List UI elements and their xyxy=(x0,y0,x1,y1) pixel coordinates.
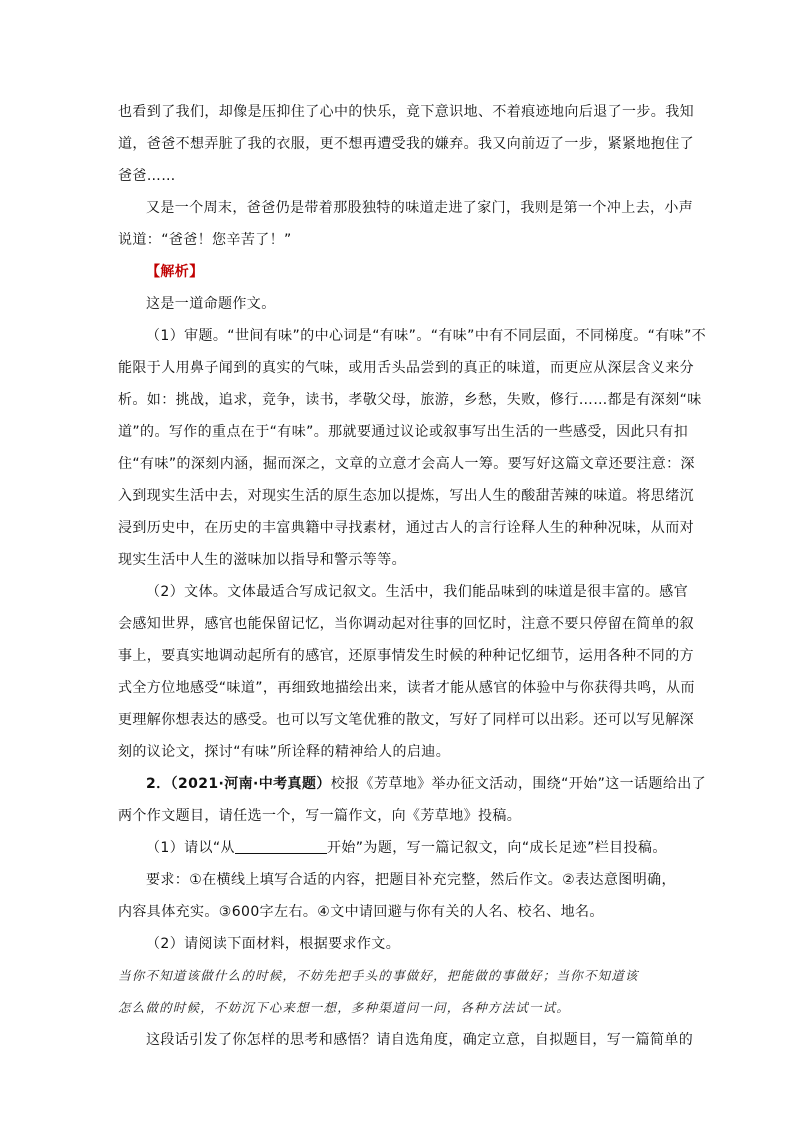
story-line: 也看到了我们，却像是压抑住了心中的快乐，竟下意识地、不着痕迹地向后退了一步。我知 xyxy=(118,104,694,120)
question-2-line: 两个作文题目，请任选一个，写一篇作文，向《芳草地》投稿。 xyxy=(118,808,522,824)
analysis-p2-line: 事上，要真实地调动起所有的感官，还原事情发生时候的种种记忆细节，运用各种不同的方 xyxy=(118,648,694,664)
document-page xyxy=(118,96,707,1056)
analysis-p1-line: 浸到历史中，在历史的丰富典籍中寻找素材，通过古人的言行诠释人生的种种况味，从而对 xyxy=(118,520,694,536)
analysis-p1-line: （1）审题。“世间有味”的中心词是“有味”。“有味”中有不同层面，不同梯度。“有味”不 xyxy=(146,328,707,344)
analysis-intro: 这是一道命题作文。 xyxy=(146,296,276,312)
analysis-p2-line: 会感知世界，感官也能保留记忆，当你调动起对往事的回忆时，注意不要只停留在简单的叙 xyxy=(118,616,694,632)
analysis-p2-line: 刻的议论文，探讨“有味”所诠释的精神给人的启迪。 xyxy=(118,744,451,760)
story-line: 爸爸…… xyxy=(118,168,176,184)
analysis-p1-line: 住“有味”的深刻内涵，掘而深之，文章的立意才会高人一筹。要写好这篇文章还要注意：深 xyxy=(118,456,695,472)
analysis-p1-line: 能限于人用鼻子闻到的真实的气味，或用舌头品尝到的真正的味道，而更应从深层含义来分 xyxy=(118,360,694,376)
analysis-p2-line: （2）文体。文体最适合写成记叙文。生活中，我们能品味到的味道是很丰富的。感官 xyxy=(146,584,689,600)
analysis-heading: 【解析】 xyxy=(146,264,204,280)
analysis-p1-line: 现实生活中人生的滋味加以指导和警示等等。 xyxy=(118,552,406,568)
requirement-line: 内容具体充实。③600字左右。④文中请回避与你有关的人名、校名、地名。 xyxy=(118,904,604,920)
question-number: 2． xyxy=(146,776,171,792)
story-line: 说道：“爸爸！您辛苦了！” xyxy=(118,232,292,248)
story-line: 道，爸爸不想弄脏了我的衣服，更不想再遭受我的嫌弃。我又向前迈了一步，紧紧地抱住了 xyxy=(118,136,694,152)
requirement-line: 要求：①在横线上填写合适的内容，把题目补充完整，然后作文。②表达意图明确， xyxy=(146,872,676,888)
analysis-p1-line: 入到现实生活中去，对现实生活的原生态加以提炼，写出人生的酸甜苦辣的味道。将思绪沉 xyxy=(118,488,694,504)
question-source: （2021·河南·中考真题） xyxy=(170,776,331,792)
analysis-p1-line: 析。如：挑战，追求，竞争，读书，孝敬父母，旅游，乡愁，失败，修行……都是有深刻“味 xyxy=(118,392,702,408)
analysis-p2-line: 更理解你想表达的感受。也可以写文笔优雅的散文，写好了同样可以出彩。还可以写见解深 xyxy=(118,712,694,728)
prompt-line: 这段话引发了你怎样的思考和感悟？请自选角度，确定立意，自拟题目，写一篇简单的 xyxy=(146,1032,694,1048)
material-line: 怎么做的时候，不妨沉下心来想一想，多种渠道问一问，各种方法试一试。 xyxy=(118,1000,571,1015)
analysis-p2-line: 式全方位地感受“味道”，再细致地描绘出来，读者才能从感官的体验中与你获得共鸣，从而 xyxy=(118,680,695,696)
question-2-line xyxy=(118,768,707,800)
question-text: 校报《芳草地》举办征文活动，围绕“开始”这一话题给出了 xyxy=(330,776,707,792)
option-1-line: （1）请以“从 开始”为题，写一篇记叙文，向“成长足迹”栏目投稿。 xyxy=(146,840,667,856)
analysis-p1-line: 道”的。写作的重点在于“有味”。那就要通过议论或叙事写出生活的一些感受，因此只有扣 xyxy=(118,424,689,440)
story-line: 又是一个周末，爸爸仍是带着那股独特的味道走进了家门，我则是第一个冲上去，小声 xyxy=(146,200,694,216)
material-line: 当你不知道该做什么的时候，不妨先把手头的事做好，把能做的事做好；当你不知道该 xyxy=(118,968,639,983)
option-2-line: （2）请阅读下面材料，根据要求作文。 xyxy=(146,936,401,952)
fill-blank-line xyxy=(235,838,327,854)
